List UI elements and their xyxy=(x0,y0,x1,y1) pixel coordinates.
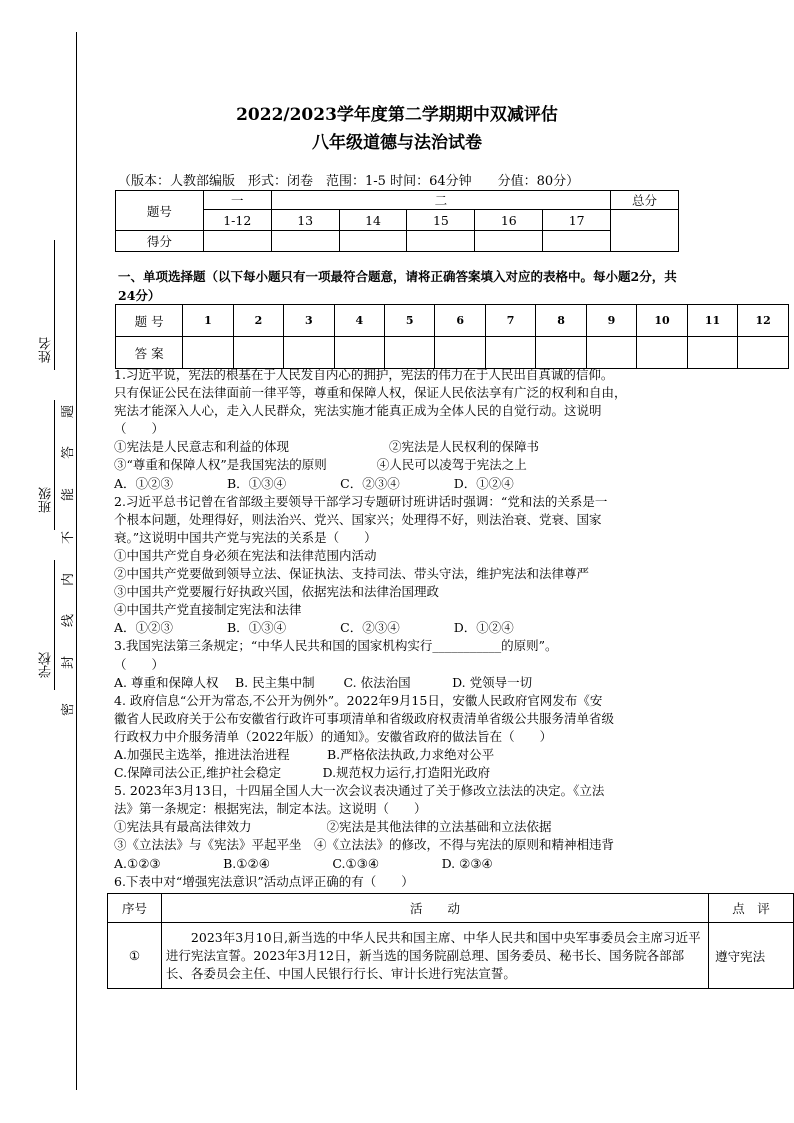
answer-cell[interactable] xyxy=(687,337,738,369)
answer-topic-label: 题 号 xyxy=(116,305,183,337)
score-part2: 二 xyxy=(271,191,610,210)
answer-cell[interactable] xyxy=(485,337,535,369)
question-line: 法》第一条规定：根据宪法，制定本法。这说明（ ） xyxy=(114,801,427,817)
score-total-cell[interactable] xyxy=(611,210,679,252)
activity-row-no: ① xyxy=(108,923,162,989)
seal-char: 内 xyxy=(61,572,77,587)
answer-label: 答 案 xyxy=(116,337,183,369)
score-col: 13 xyxy=(271,210,339,231)
class-underline xyxy=(54,400,55,530)
question-line: ④中国共产党直接制定宪法和法律 xyxy=(114,602,302,618)
exam-title: 2022/2023学年度第二学期期中双减评估 xyxy=(236,105,558,125)
answer-cell[interactable] xyxy=(183,337,233,369)
question-line: ①宪法是人民意志和利益的体现 ②宪法是人民权利的保障书 xyxy=(114,439,540,455)
activity-table xyxy=(107,893,794,989)
activity-row-remark: 遵守宪法 xyxy=(709,923,794,989)
answer-num: 9 xyxy=(586,305,636,337)
activity-header-activity: 活 动 xyxy=(161,894,708,923)
section-heading: 一、单项选择题（以下每小题只有一项最符合题意，请将正确答案填入对应的表格中。每小题2分，共24分） xyxy=(118,269,677,303)
class-label-text: 班级 xyxy=(39,487,54,513)
answer-num: 3 xyxy=(284,305,334,337)
answer-cell[interactable] xyxy=(233,337,283,369)
name-underline xyxy=(54,240,55,370)
question-line: 个根本问题，处理得好，则法治兴、党兴、国家兴；处理得不好，则法治衰、党衰、国家 xyxy=(114,511,602,527)
seal-char: 线 xyxy=(61,613,77,628)
question-line: C.保障司法公正,维护社会稳定 D.规范权力运行,打造阳光政府 xyxy=(114,765,491,781)
score-cell[interactable] xyxy=(203,231,271,252)
answer-cell[interactable] xyxy=(435,337,485,369)
score-col: 17 xyxy=(543,210,611,231)
answer-num: 11 xyxy=(687,305,738,337)
question-line: 6.下表中对“增强宪法意识”活动点评正确的有（ ） xyxy=(114,873,414,889)
answer-cell[interactable] xyxy=(536,337,586,369)
question-line: ②中国共产党要做到领导立法、保证执法、支持司法、带头守法，维护宪法和法律尊严 xyxy=(114,566,590,582)
school-label-text: 学校 xyxy=(39,652,54,678)
answer-cell[interactable] xyxy=(385,337,435,369)
activity-header-no: 序号 xyxy=(108,894,162,923)
answer-num: 2 xyxy=(233,305,283,337)
question-line: A.加强民主选举，推进法治进程 B.严格依法执政,力求绝对公平 xyxy=(114,746,495,762)
binding-line xyxy=(76,32,77,1090)
question-line: ③《立法法》与《宪法》平起平坐 ④《立法法》的修改，不得与宪法的原则和精神相违背 xyxy=(114,837,615,853)
question-line: 宪法才能深入人心，走入人民群众，宪法实施才能真正成为全体人民的自觉行动。这说明 xyxy=(114,403,602,419)
question-line: 只有保证公民在法律面前一律平等，尊重和保障人权，保证人民依法享有广泛的权利和自由， xyxy=(114,385,627,401)
exam-info: （版本：人教部编版 形式：闭卷 范围：1-5 时间：64分钟 分值：80分） xyxy=(118,174,580,189)
score-col: 16 xyxy=(475,210,543,231)
activity-row-text: 2023年3月10日,新当选的中华人民共和国主席、中华人民共和国中央军事委员会主席习近平进行宪法宣誓。2023年3月12日，新当选的国务院副总理、国务委员、秘书长、国务院各部部长、各委员会主任、中国人民银行行长、审计长进行宪法宣誓。 xyxy=(161,923,708,989)
score-cell[interactable] xyxy=(339,231,407,252)
answer-num: 12 xyxy=(738,305,789,337)
exam-subtitle: 八年级道德与法治试卷 xyxy=(312,133,482,153)
score-cell[interactable] xyxy=(475,231,543,252)
answer-cell[interactable] xyxy=(586,337,636,369)
score-cell[interactable] xyxy=(543,231,611,252)
score-col: 1-12 xyxy=(203,210,271,231)
question-line: 2.习近平总书记曾在省部级主要领导干部学习专题研讨班讲话时强调：“党和法的关系是一 xyxy=(114,493,608,509)
score-label: 得分 xyxy=(116,231,204,252)
seal-char: 密 xyxy=(61,702,77,717)
score-cell[interactable] xyxy=(271,231,339,252)
seal-char: 封 xyxy=(61,655,77,670)
answer-num: 4 xyxy=(334,305,384,337)
answer-cell[interactable] xyxy=(637,337,688,369)
question-line: 徽省人民政府关于公布安徽省行政许可事项清单和省级政府权责清单省级公共服务清单省级 xyxy=(114,710,615,726)
answer-num: 10 xyxy=(637,305,688,337)
seal-char: 能 xyxy=(61,487,77,502)
question-line: A. 尊重和保障人权 B. 民主集中制 C. 依法治国 D. 党领导一切 xyxy=(114,674,533,690)
question-line: （ ） xyxy=(114,421,165,437)
name-label-text: 姓名 xyxy=(39,337,54,363)
question-line: （ ） xyxy=(114,656,165,672)
question-line: ③中国共产党要履行好执政兴国，依据宪法和法律治国理政 xyxy=(114,584,440,600)
answer-cell[interactable] xyxy=(738,337,789,369)
score-col: 14 xyxy=(339,210,407,231)
question-line: ③“尊重和保障人权”是我国宪法的原则 ④人民可以凌驾于宪法之上 xyxy=(114,457,527,473)
seal-char: 题 xyxy=(61,404,77,419)
question-line: ①中国共产党自身必须在宪法和法律范围内活动 xyxy=(114,547,377,563)
question-line: A.①②③ B.①②④ C.①③④ D. ②③④ xyxy=(114,855,493,871)
answer-num: 6 xyxy=(435,305,485,337)
question-line: ①宪法具有最高法律效力 ②宪法是其他法律的立法基础和立法依据 xyxy=(114,819,552,835)
questions-block xyxy=(114,366,694,891)
answer-cell[interactable] xyxy=(284,337,334,369)
question-line: A．①②③ B．①③④ C．②③④ D．①②④ xyxy=(114,620,514,636)
answer-num: 8 xyxy=(536,305,586,337)
answer-num: 7 xyxy=(485,305,535,337)
score-topic-label: 题号 xyxy=(116,191,204,231)
school-label xyxy=(40,652,54,681)
seal-char: 不 xyxy=(61,530,77,545)
activity-header-remark: 点 评 xyxy=(709,894,794,923)
question-line: 3.我国宪法第三条规定；“中华人民共和国的国家机构实行___________的原则”。 xyxy=(114,638,558,654)
question-line: 衰。”这说明中国共产党与宪法的关系是（ ） xyxy=(114,529,377,545)
question-line: A．①②③ B．①③④ C．②③④ D．①②④ xyxy=(114,475,514,491)
answer-table xyxy=(115,304,789,369)
score-col: 15 xyxy=(407,210,475,231)
question-line: 5. 2023年3月13日，十四届全国人大一次会议表决通过了关于修改立法法的决定。《立法 xyxy=(114,783,605,799)
seal-char: 答 xyxy=(61,445,77,460)
question-line: 行政权力中介服务清单（2022年版）的通知》。安徽省政府的做法旨在（ ） xyxy=(114,728,553,744)
answer-num: 5 xyxy=(385,305,435,337)
answer-num: 1 xyxy=(183,305,233,337)
score-total-label: 总分 xyxy=(611,191,679,210)
class-label xyxy=(40,487,54,516)
score-part1: 一 xyxy=(203,191,271,210)
score-cell[interactable] xyxy=(407,231,475,252)
score-table xyxy=(115,190,679,252)
question-line: 4. 政府信息“公开为常态,不公开为例外”。2022年9月15日，安徽人民政府官网发布《安 xyxy=(114,692,603,708)
school-underline xyxy=(54,560,55,690)
name-label xyxy=(40,337,54,366)
question-line: 1.习近平说，宪法的根基在于人民发自内心的拥护，宪法的伟力在于人民出自真诚的信仰。 xyxy=(114,367,614,382)
answer-cell[interactable] xyxy=(334,337,384,369)
